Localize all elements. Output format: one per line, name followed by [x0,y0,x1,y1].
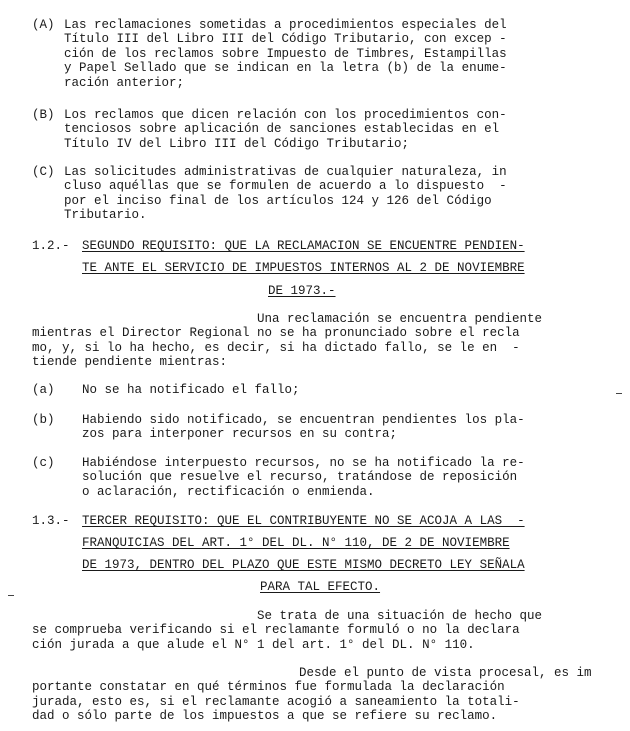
paragraph [32,312,542,370]
text-line: tenciosos sobre aplicación de sanciones establecidas en el [64,122,500,137]
text-line: ración anterior; [64,75,185,90]
list-marker: (c) [32,456,55,470]
text-line: portante constatar en qué términos fue formulada la declaración [32,680,505,695]
text-line: Título IV del Libro III del Código Tributario; [64,136,410,151]
list-marker: (b) [32,413,55,427]
text-line: ción jurada a que alude el N° 1 del art. 1° del DL. N° 110. [32,637,475,652]
heading-line: SEGUNDO REQUISITO: QUE LA RECLAMACION SE ENCUENTRE PENDIEN- [82,239,525,253]
section-number: 1.2.- [32,239,70,253]
text-line: Los reclamos que dicen relación con los procedimientos con- [64,108,507,122]
list-marker: (B) [32,108,55,122]
text-line: mo, y, si lo ha hecho, es decir, si ha dictado fallo, se le en - [32,340,520,355]
paragraph [32,666,592,724]
text-line: y Papel Sellado que se indican en la letra (b) de la enume- [64,61,507,76]
text-line: Las reclamaciones sometidas a procedimientos especiales del [64,18,507,32]
heading-line: DE 1973, DENTRO DEL PLAZO QUE ESTE MISMO DECRETO LEY SEÑALA [82,558,525,572]
text-line: jurada, esto es, si el reclamante acogió a saneamiento la totali- [32,694,520,709]
heading-line: FRANQUICIAS DEL ART. 1° DEL DL. N° 110, DE 2 DE NOVIEMBRE [82,536,510,550]
text-line: cluso aquéllas que se formulen de acuerdo a lo dispuesto - [64,179,507,194]
text-line: No se ha notificado el fallo; [82,383,300,397]
text-line: solución que resuelve el recurso, tratándose de reposición [82,470,518,485]
heading-line: DE 1973.- [268,284,336,298]
heading-line: TE ANTE EL SERVICIO DE IMPUESTOS INTERNOS AL 2 DE NOVIEMBRE [82,261,525,275]
paragraph [32,609,542,652]
text-line: se comprueba verificando si el reclamante formuló o no la declara [32,623,520,638]
text-line: dad o sólo parte de los impuestos a que se refiere su reclamo. [32,709,498,724]
text-line: Habiéndose interpuesto recursos, no se ha notificado la re- [82,456,525,470]
text-line: Tributario. [64,208,147,223]
list-marker: (A) [32,18,55,32]
margin-tick [616,393,622,394]
heading-line: PARA TAL EFECTO. [260,580,381,594]
text-line: Una reclamación se encuentra pendiente [257,312,543,326]
text-line: Título III del Libro III del Código Tributario, con excep - [64,32,507,47]
text-line: o aclaración, rectificación o enmienda. [82,484,375,499]
text-line: Las solicitudes administrativas de cualquier naturaleza, in [64,165,507,179]
text-line: ción de los reclamos sobre Impuesto de Timbres, Estampillas [64,46,507,61]
text-line: zos para interponer recursos en su contra; [82,427,398,442]
text-line: Desde el punto de vista procesal, es im [299,666,592,680]
heading-line: TERCER REQUISITO: QUE EL CONTRIBUYENTE NO SE ACOJA A LAS - [82,514,525,528]
margin-tick [8,595,14,596]
text-line: por el inciso final de los artículos 124 y 126 del Código [64,193,492,208]
text-line: Se trata de una situación de hecho que [257,609,543,623]
section-number: 1.3.- [32,514,70,528]
list-marker: (C) [32,165,55,179]
text-line: tiende pendiente mientras: [32,355,228,370]
text-line: mientras el Director Regional no se ha pronunciado sobre el recla [32,326,520,341]
list-marker: (a) [32,383,55,397]
text-line: Habiendo sido notificado, se encuentran pendientes los pla- [82,413,525,427]
